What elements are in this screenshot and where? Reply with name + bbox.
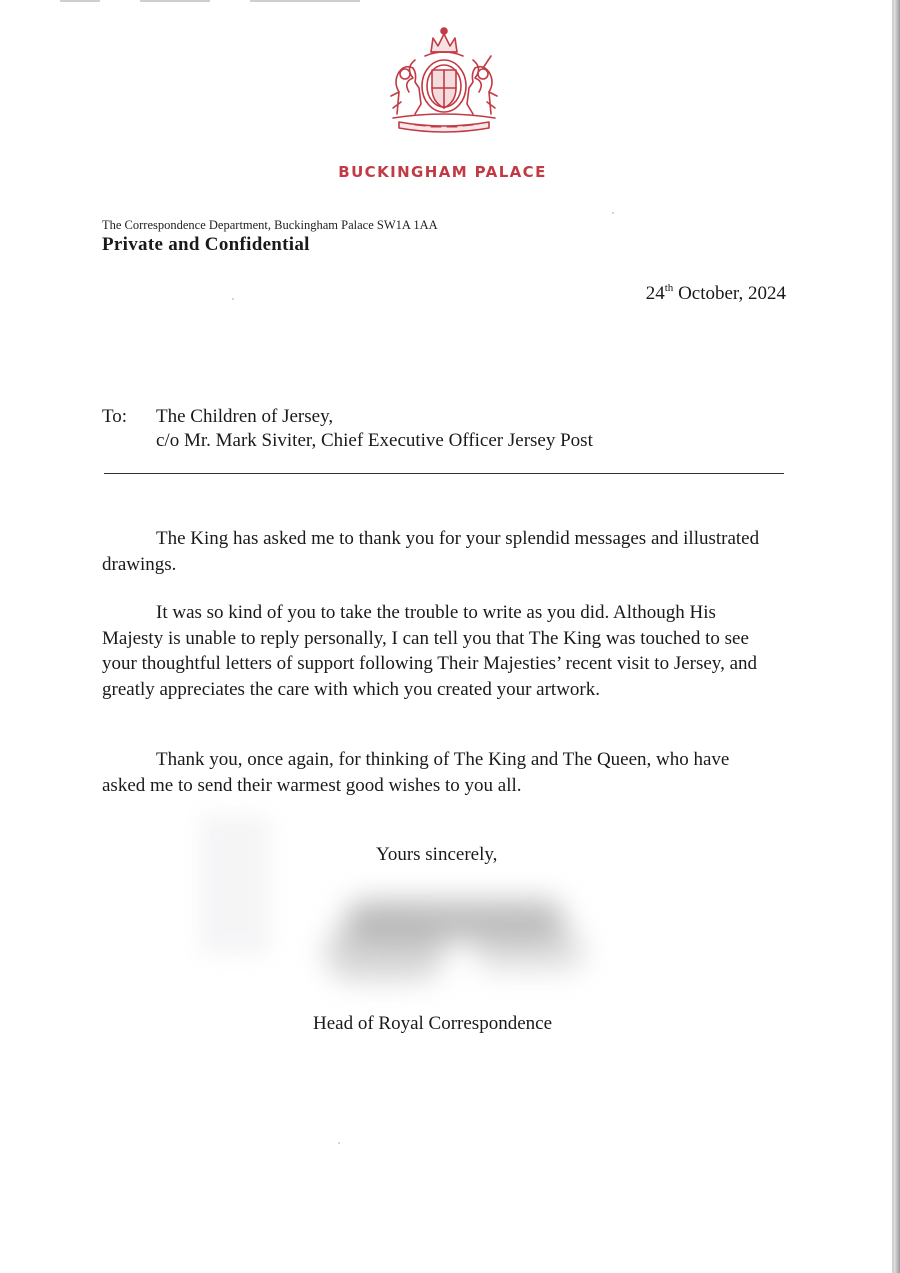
department-address: The Correspondence Department, Buckingham Palace SW1A 1AA <box>102 218 438 232</box>
classification-label: Private and Confidential <box>102 234 310 255</box>
redacted-mark <box>200 815 270 955</box>
scan-speck <box>338 1142 340 1144</box>
body-paragraph: Thank you, once again, for thinking of The King and The Queen, who have asked me to send their warmest good wishes to you all. <box>102 749 730 796</box>
body-paragraph: It was so kind of you to take the trouble to write as you did. Although His Majesty is unable to reply personally, I can tell you that The King was touched to see your thoughtful letters of support following Their Majesties’ recent visit to Jersey, and greatly appreciates the care with which you created your artwork. <box>102 602 758 700</box>
recipient-care-of: c/o Mr. Mark Siviter, Chief Executive Officer Jersey Post <box>156 430 593 451</box>
letterhead-title: BUCKINGHAM PALACE <box>338 163 547 181</box>
signatory-title: Head of Royal Correspondence <box>313 1013 553 1034</box>
date-day: 24 <box>645 283 665 304</box>
to-label: To: <box>102 406 128 427</box>
recipient-name: The Children of Jersey, <box>156 406 334 427</box>
letter-date <box>646 283 786 305</box>
scan-top-marks <box>60 0 360 3</box>
blurred-signature-icon <box>325 870 595 990</box>
scan-speck <box>232 298 234 300</box>
date-month-year: October, 2024 <box>673 283 786 304</box>
body-paragraph: The King has asked me to thank you for your splendid messages and illustrated drawings. <box>102 528 760 575</box>
date-suffix: th <box>664 282 674 294</box>
royal-coat-of-arms-icon <box>385 22 503 137</box>
closing-salutation: Yours sincerely, <box>376 844 498 865</box>
divider-rule <box>104 473 784 474</box>
scan-speck <box>612 212 614 214</box>
page-edge <box>894 0 900 1273</box>
